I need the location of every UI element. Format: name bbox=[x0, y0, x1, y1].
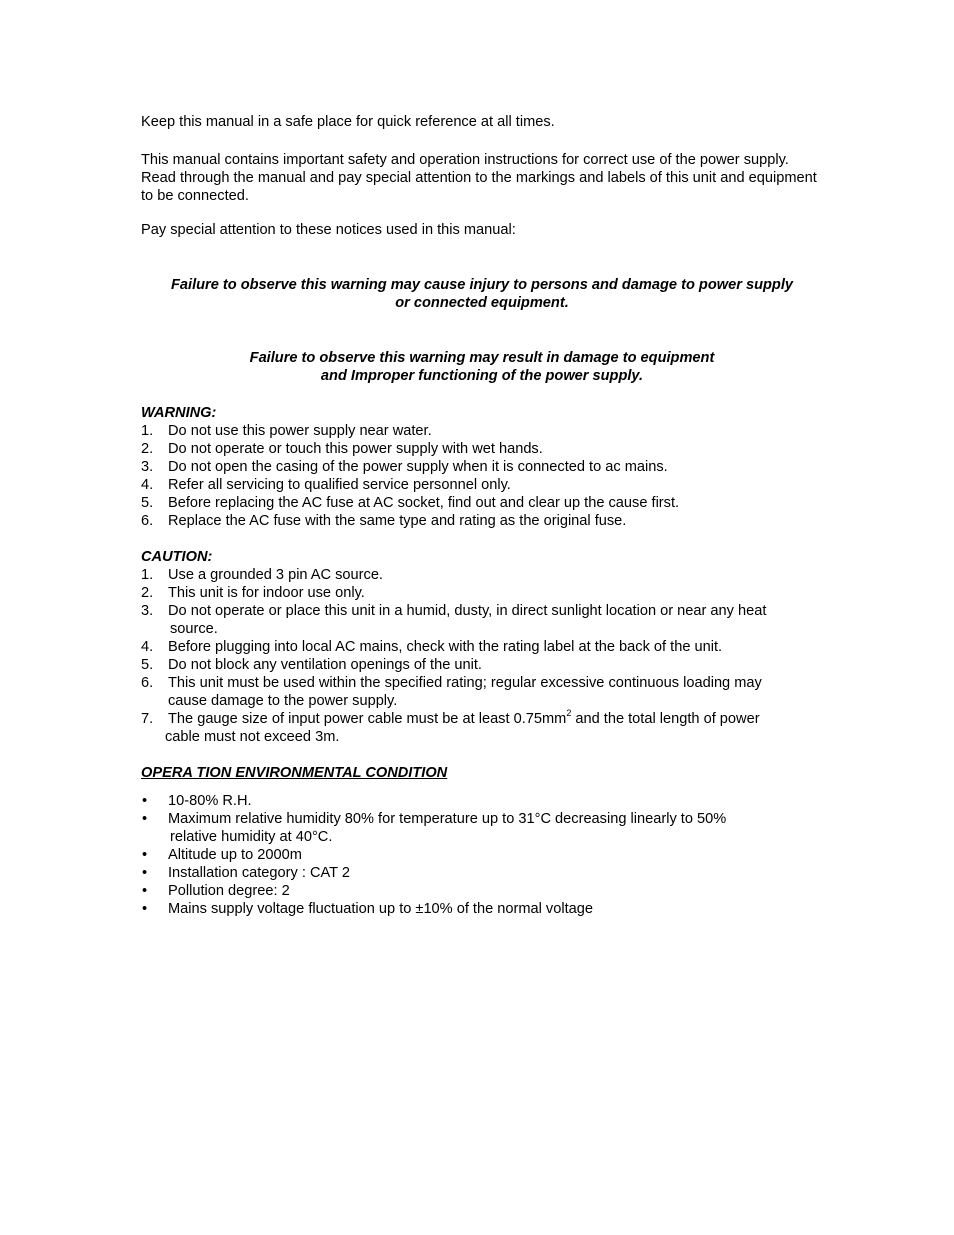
list-number: 2. bbox=[141, 585, 154, 601]
list-number: 5. bbox=[141, 657, 154, 673]
environment-heading: OPERA TION ENVIRONMENTAL CONDITION bbox=[141, 765, 448, 781]
warning-heading: WARNING: bbox=[141, 405, 217, 421]
list-item-text: Maximum relative humidity 80% for temperature up to 31°C decreasing linearly to 50% bbox=[168, 811, 727, 827]
list-item bbox=[141, 458, 821, 476]
list-item-text: Do not use this power supply near water. bbox=[168, 423, 432, 439]
list-number: 5. bbox=[141, 495, 154, 511]
list-item-text: Do not block any ventilation openings of the unit. bbox=[168, 657, 482, 673]
list-number: 2. bbox=[141, 441, 154, 457]
warning-notice bbox=[141, 276, 821, 312]
environment-section bbox=[141, 764, 821, 918]
list-item-text: Installation category : CAT 2 bbox=[168, 865, 350, 881]
warning-notice-line-2: or connected equipment. bbox=[395, 295, 569, 311]
list-item-continuation: source. bbox=[170, 621, 218, 637]
list-item-text-post: and the total length of power bbox=[571, 711, 760, 727]
caution-notice bbox=[141, 349, 821, 385]
caution-heading: CAUTION: bbox=[141, 549, 213, 565]
list-item bbox=[141, 710, 821, 746]
environment-list bbox=[141, 792, 821, 918]
list-item-text: Before replacing the AC fuse at AC socket, find out and clear up the cause first. bbox=[168, 495, 680, 511]
list-item bbox=[141, 846, 821, 864]
bullet-icon: • bbox=[142, 811, 148, 827]
list-item bbox=[141, 566, 821, 584]
list-item bbox=[141, 494, 821, 512]
list-item bbox=[141, 422, 821, 440]
list-item-text: Before plugging into local AC mains, check with the rating label at the back of the unit. bbox=[168, 639, 723, 655]
caution-list bbox=[141, 566, 821, 746]
list-item bbox=[141, 638, 821, 656]
warning-list bbox=[141, 422, 821, 530]
list-number: 3. bbox=[141, 603, 154, 619]
list-item-text: Do not open the casing of the power supply when it is connected to ac mains. bbox=[168, 459, 668, 475]
list-number: 6. bbox=[141, 675, 154, 691]
list-item bbox=[141, 882, 821, 900]
caution-notice-line-2: and Improper functioning of the power supply. bbox=[320, 368, 644, 384]
list-number: 4. bbox=[141, 639, 154, 655]
list-item bbox=[141, 656, 821, 674]
list-item bbox=[141, 512, 821, 530]
list-item-continuation: relative humidity at 40°C. bbox=[170, 829, 333, 845]
list-item bbox=[141, 864, 821, 882]
list-item-text: Mains supply voltage fluctuation up to ±10% of the normal voltage bbox=[168, 901, 593, 917]
intro-paragraph-safety-instructions: This manual contains important safety and operation instructions for correct use of the power supply. Read through the manual and pay special attention to the markings and labels of this unit and equipment to be connected. bbox=[141, 152, 817, 204]
list-item-text-pre: The gauge size of input power cable must be at least 0.75mm bbox=[168, 711, 567, 727]
list-item-text: Use a grounded 3 pin AC source. bbox=[168, 567, 383, 583]
list-item-continuation: cause damage to the power supply. bbox=[168, 693, 398, 709]
list-item-text: Do not operate or touch this power supply with wet hands. bbox=[168, 441, 543, 457]
list-item bbox=[141, 674, 821, 710]
bullet-icon: • bbox=[142, 847, 148, 863]
list-item-text: Refer all servicing to qualified service personnel only. bbox=[168, 477, 511, 493]
caution-notice-line-1: Failure to observe this warning may result in damage to equipment bbox=[249, 350, 715, 366]
list-item bbox=[141, 900, 821, 918]
superscript-squared: 2 bbox=[566, 708, 572, 718]
list-item-text: Pollution degree: 2 bbox=[168, 883, 290, 899]
list-item-text: This unit must be used within the specified rating; regular excessive continuous loading may bbox=[168, 675, 762, 691]
list-number: 1. bbox=[141, 567, 154, 583]
list-number: 3. bbox=[141, 459, 154, 475]
list-item bbox=[141, 440, 821, 458]
manual-page bbox=[141, 113, 821, 918]
bullet-icon: • bbox=[142, 793, 148, 809]
list-item-text: This unit is for indoor use only. bbox=[168, 585, 365, 601]
warning-section bbox=[141, 404, 821, 530]
list-item bbox=[141, 792, 821, 810]
list-item-text: Altitude up to 2000m bbox=[168, 847, 302, 863]
caution-section bbox=[141, 548, 821, 746]
list-item-text: Replace the AC fuse with the same type and rating as the original fuse. bbox=[168, 513, 627, 529]
list-number: 4. bbox=[141, 477, 154, 493]
list-item bbox=[141, 584, 821, 602]
list-item-text: 10-80% R.H. bbox=[168, 793, 252, 809]
list-item bbox=[141, 476, 821, 494]
list-item bbox=[141, 810, 821, 846]
list-number: 1. bbox=[141, 423, 154, 439]
list-number: 6. bbox=[141, 513, 154, 529]
intro-paragraph-keep-manual: Keep this manual in a safe place for quick reference at all times. bbox=[141, 114, 555, 130]
warning-notice-line-1: Failure to observe this warning may cause injury to persons and damage to power supply bbox=[170, 277, 793, 293]
bullet-icon: • bbox=[142, 901, 148, 917]
bullet-icon: • bbox=[142, 883, 148, 899]
list-number: 7. bbox=[141, 711, 154, 727]
list-item-text: Do not operate or place this unit in a humid, dusty, in direct sunlight location or near any heat bbox=[168, 603, 767, 619]
list-item bbox=[141, 602, 821, 638]
intro-paragraph-notices: Pay special attention to these notices used in this manual: bbox=[141, 222, 516, 238]
bullet-icon: • bbox=[142, 865, 148, 881]
list-item-continuation: cable must not exceed 3m. bbox=[165, 729, 340, 745]
